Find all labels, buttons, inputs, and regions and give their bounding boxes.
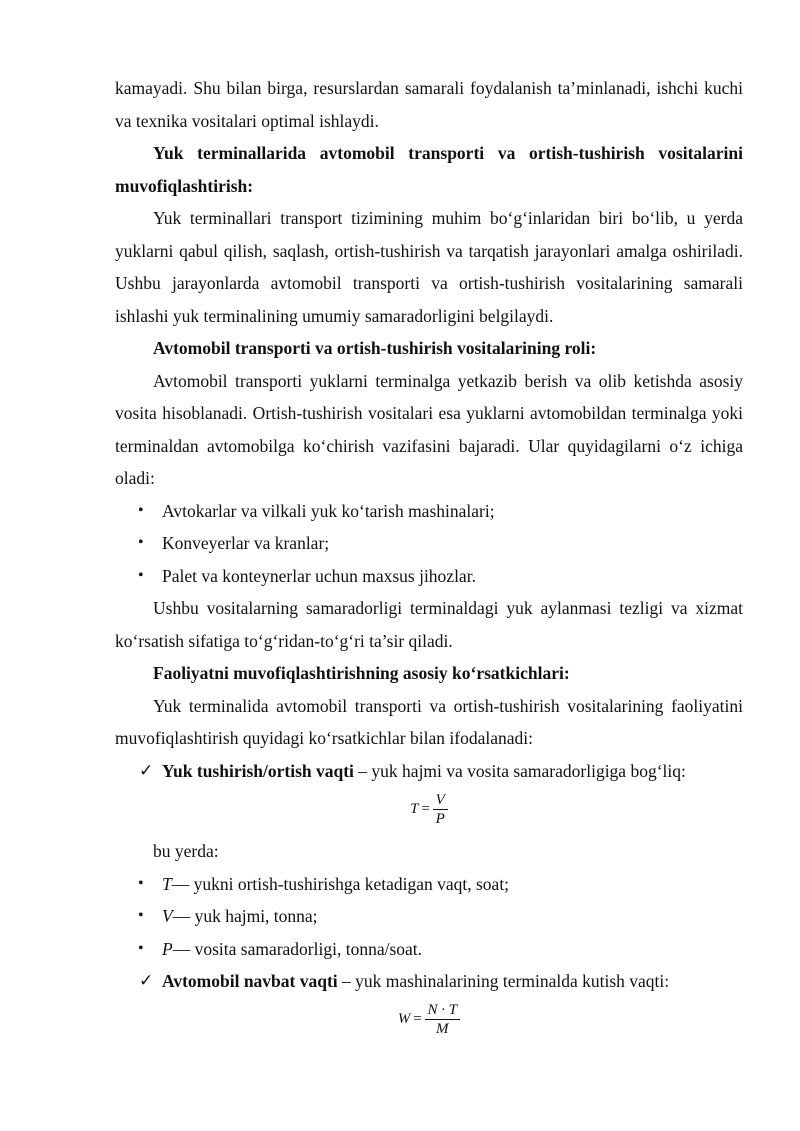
- variable-description: — vosita samaradorligi, tonna/soat.: [172, 938, 423, 959]
- checkmark-icon: ✓: [139, 971, 154, 991]
- bullet-icon: •: [138, 939, 144, 957]
- equipment-list: [115, 495, 743, 593]
- variable-symbol: T: [162, 873, 172, 894]
- bullet-icon: •: [138, 534, 144, 551]
- list-item: [115, 933, 743, 966]
- formula-lhs: W: [397, 1011, 411, 1028]
- where-label: bu yerda:: [153, 841, 219, 861]
- formula-denominator: P: [435, 810, 445, 827]
- terminal-description-paragraph: Yuk terminallari transport tizimining muhim bo‘g‘inlaridan biri bo‘lib, u yerda yuklarni qabul qilish, saqlash, ortish-tushirish va tarqatish jarayonlari amalga oshiriladi. Ushbu jarayonlarda avtomobil transporti va ortish-tushirish vositalarining samarali ishlashi yuk terminalining umumiy samaradorligini belgilaydi.: [115, 208, 743, 326]
- formula-fraction: [433, 792, 448, 827]
- indicator-list: [115, 965, 743, 998]
- formula-numerator: N · T: [425, 1002, 461, 1020]
- formula-numerator: V: [433, 792, 448, 810]
- bullet-icon: •: [138, 566, 144, 584]
- formula-loading-time: [115, 789, 743, 829]
- bullet-icon: •: [138, 907, 144, 924]
- formula-equals: =: [412, 1011, 423, 1028]
- section-heading-role: Avtomobil transporti va ortish-tushirish vositalarining roli:: [153, 338, 597, 358]
- document-page: [115, 72, 743, 1046]
- checkmark-icon: ✓: [139, 760, 154, 781]
- efficiency-paragraph: Ushbu vositalarning samaradorligi terminaldagi yuk aylanmasi tezligi va xizmat ko‘rsatish sifatiga to‘g‘ridan-to‘g‘ri ta’sir qiladi.: [115, 598, 743, 651]
- section-heading-indicators: Faoliyatni muvofiqlashtirishning asosiy ko‘rsatkichlari:: [153, 663, 570, 683]
- role-description-paragraph: Avtomobil transporti yuklarni terminalga yetkazib berish va olib ketishda asosiy vosita hisoblanadi. Ortish-tushirish vositalari esa yuklarni avtomobildan terminalga yoki terminaldan avtomobilga ko‘chirish vazifasini bajaradi. Ular quyidagilarni o‘z ichiga oladi:: [115, 370, 743, 488]
- variable-description: — yuk hajmi, tonna;: [172, 906, 318, 926]
- variable-symbol: P: [162, 938, 173, 959]
- list-item-text: Avtokarlar va vilkali yuk ko‘tarish mashinalari;: [162, 500, 495, 521]
- indicators-intro-paragraph: Yuk terminalida avtomobil transporti va ortish-tushirish vositalarining faoliyatini muvofiqlashtirish quyidagi ko‘rsatkichlar bilan ifodalanadi:: [115, 695, 743, 748]
- indicator-description: – yuk mashinalarining terminalda kutish vaqti:: [337, 971, 670, 991]
- formula-queue-time: [115, 1000, 743, 1040]
- list-item: [115, 900, 743, 933]
- variable-description: — yukni ortish-tushirishga ketadigan vaqt, soat;: [171, 873, 510, 894]
- list-item: [115, 868, 743, 901]
- bullet-icon: •: [138, 874, 144, 892]
- list-item-text: Palet va konteynerlar uchun maxsus jihozlar.: [162, 565, 476, 586]
- formula-denominator: M: [436, 1021, 449, 1037]
- intro-paragraph: kamayadi. Shu bilan birga, resurslardan samarali foydalanish ta’minlanadi, ishchi kuchi va texnika vositalari optimal ishlaydi.: [115, 78, 743, 131]
- formula-equals: =: [420, 800, 431, 817]
- variable-symbol: V: [162, 906, 173, 926]
- list-item: [115, 495, 743, 528]
- list-item: [115, 560, 743, 593]
- bullet-icon: •: [138, 501, 144, 519]
- formula-fraction: [425, 1002, 461, 1037]
- list-item: [115, 527, 743, 560]
- indicator-item-loading-time: [115, 755, 743, 788]
- list-item-text: Konveyerlar va kranlar;: [162, 533, 330, 553]
- indicator-item-queue-time: [115, 965, 743, 998]
- indicator-title: Yuk tushirish/ortish vaqti: [162, 760, 354, 781]
- section-heading-coordination: Yuk terminallarida avtomobil transporti va ortish-tushirish vositalarini muvofiqlashtirish:: [115, 143, 743, 196]
- variable-list: [115, 868, 743, 966]
- indicator-description: – yuk hajmi va vosita samaradorligiga bog‘liq:: [353, 760, 686, 781]
- indicator-title: Avtomobil navbat vaqti: [162, 971, 338, 991]
- formula-lhs: T: [410, 800, 419, 817]
- indicator-list: [115, 755, 743, 788]
